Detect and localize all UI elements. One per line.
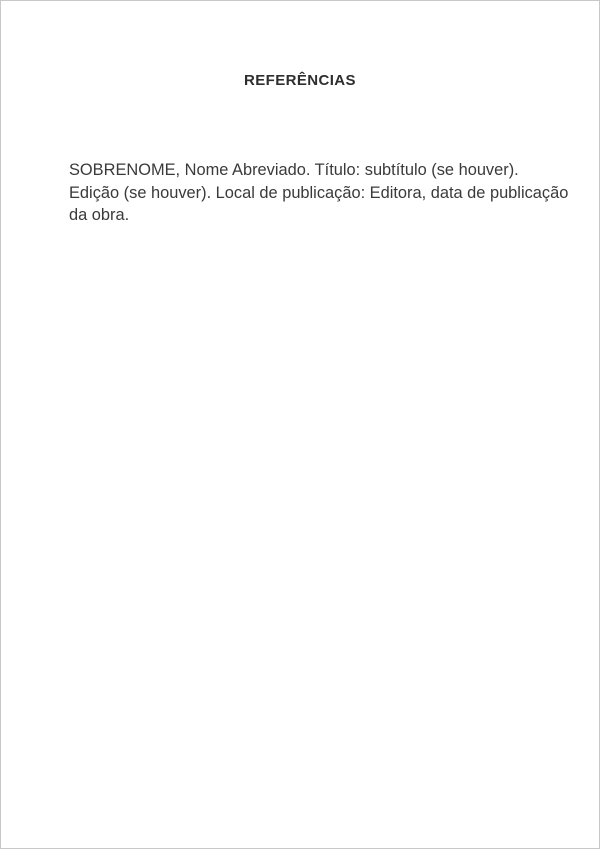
page-title: REFERÊNCIAS <box>244 72 356 89</box>
reference-entry: SOBRENOME, Nome Abreviado. Título: subtítulo (se houver). Edição (se houver). Local de publicação: Editora, data de publicação da obra. <box>69 161 569 224</box>
